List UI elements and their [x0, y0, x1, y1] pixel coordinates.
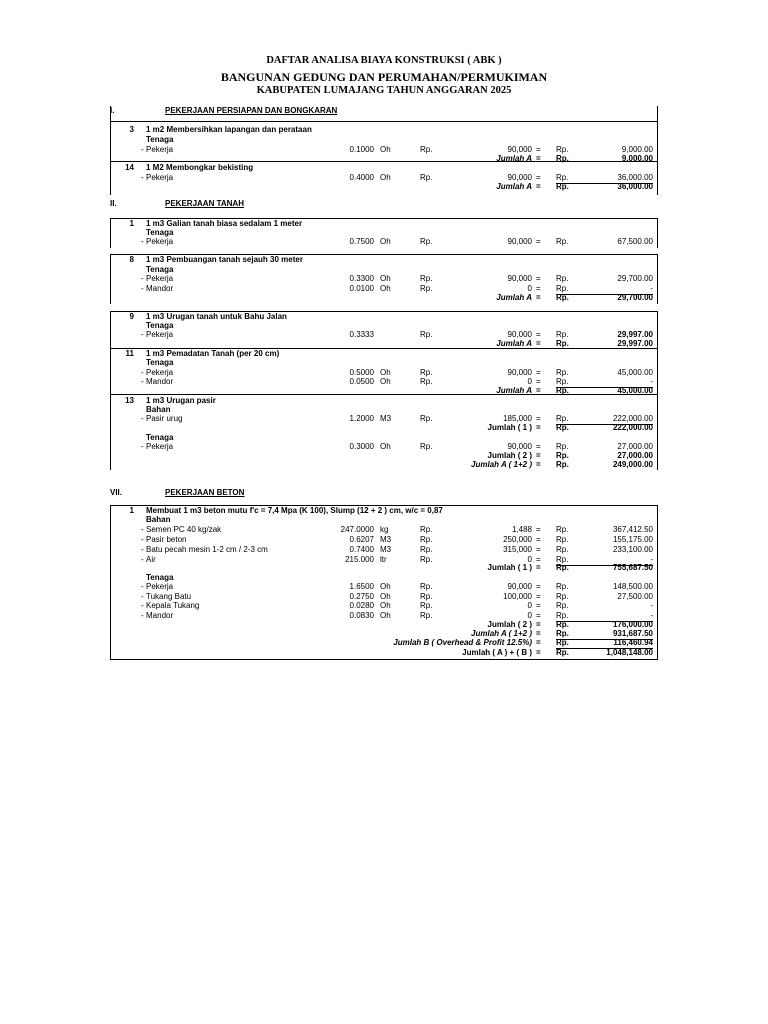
- row-dash: -: [141, 582, 144, 591]
- row-currency: Rp.: [420, 377, 433, 386]
- row-unit: M3: [380, 535, 392, 544]
- table-border: [657, 505, 658, 660]
- row-coefficient: 1.6500: [349, 582, 374, 591]
- sum-value: 249,000.00: [612, 460, 653, 469]
- row-currency: Rp.: [420, 582, 433, 591]
- sum-equals: =: [536, 182, 541, 191]
- item-number: 3: [129, 125, 134, 134]
- sum-label: Jumlah ( 2 ): [487, 451, 532, 460]
- row-equals: =: [536, 414, 541, 423]
- sum-label: Jumlah B ( Overhead & Profit 12.5%): [393, 638, 532, 647]
- row-total: 29,700.00: [617, 274, 653, 283]
- sum-value: 222,000.00: [612, 423, 653, 432]
- row-description: Pekerja: [146, 237, 174, 246]
- row-currency: Rp.: [420, 601, 433, 610]
- row-equals: =: [536, 173, 541, 182]
- row-currency: Rp.: [420, 368, 433, 377]
- row-unit: Oh: [380, 173, 391, 182]
- row-coefficient: 0.1000: [349, 145, 374, 154]
- row-description: Pekerja: [146, 145, 174, 154]
- row-total: 222,000.00: [556, 414, 653, 425]
- row-coefficient: 0.0500: [349, 377, 374, 386]
- row-unit: Oh: [380, 284, 391, 293]
- table-border: [110, 106, 111, 195]
- row-coefficient: 0.0100: [349, 284, 374, 293]
- table-border: [657, 106, 658, 195]
- row-equals: =: [536, 592, 541, 601]
- row-total: -: [556, 555, 653, 566]
- row-equals: =: [536, 145, 541, 154]
- row-unit-price: 185,000: [503, 414, 532, 423]
- row-currency: Rp.: [556, 555, 569, 564]
- row-dash: -: [141, 377, 144, 386]
- row-dash: -: [141, 274, 144, 283]
- row-total: -: [650, 601, 653, 610]
- row-equals: =: [536, 274, 541, 283]
- sum-equals: =: [536, 293, 541, 302]
- row-currency: Rp.: [556, 330, 569, 339]
- sum-currency: Rp.: [556, 648, 569, 657]
- row-unit: Oh: [380, 592, 391, 601]
- row-dash: -: [141, 601, 144, 610]
- row-equals: =: [536, 237, 541, 246]
- row-unit-price: 90,000: [507, 145, 532, 154]
- item-number: 11: [125, 349, 134, 358]
- row-coefficient: 0.3300: [349, 274, 374, 283]
- row-coefficient: 0.3333: [349, 330, 374, 339]
- row-total: 367,412.50: [612, 525, 653, 534]
- sum-currency: Rp.: [556, 386, 569, 395]
- sum-value: 27,000.00: [617, 451, 653, 460]
- group-label: Tenaga: [146, 228, 174, 237]
- row-currency: Rp.: [556, 173, 569, 182]
- item-title: 1 m3 Pembuangan tanah sejauh 30 meter: [146, 255, 303, 264]
- sum-label: Jumlah A: [496, 339, 532, 348]
- table-border: [657, 311, 658, 470]
- row-coefficient: 0.0830: [349, 611, 374, 620]
- row-total: 29,997.00: [617, 330, 653, 339]
- row-total: 27,000.00: [617, 442, 653, 451]
- row-unit: kg: [380, 525, 389, 534]
- row-equals: =: [536, 582, 541, 591]
- row-dash: -: [141, 330, 144, 339]
- row-total: 45,000.00: [617, 368, 653, 377]
- row-description: Semen PC 40 kg/zak: [146, 525, 222, 534]
- row-dash: -: [141, 237, 144, 246]
- sum-equals: =: [536, 629, 541, 638]
- row-dash: -: [141, 525, 144, 534]
- row-unit: Oh: [380, 377, 391, 386]
- row-currency: Rp.: [556, 442, 569, 451]
- sum-label: Jumlah ( A ) + ( B ): [462, 648, 532, 657]
- row-coefficient: 0.4000: [349, 173, 374, 182]
- row-total: -: [556, 284, 653, 295]
- sum-equals: =: [536, 460, 541, 469]
- row-unit-price: 90,000: [507, 173, 532, 182]
- row-equals: =: [536, 368, 541, 377]
- row-coefficient: 247.0000: [340, 525, 374, 534]
- row-currency: Rp.: [556, 145, 569, 154]
- row-equals: =: [536, 601, 541, 610]
- row-unit-price: 0: [527, 555, 532, 564]
- row-unit-price: 0: [527, 611, 532, 620]
- table-rule: [110, 394, 657, 395]
- row-total: -: [556, 377, 653, 388]
- item-title: 1 m3 Pemadatan Tanah (per 20 cm): [146, 349, 280, 358]
- row-unit: Oh: [380, 145, 391, 154]
- table-border: [110, 505, 111, 660]
- row-coefficient: 0.6207: [349, 535, 374, 544]
- row-total: 148,500.00: [612, 582, 653, 591]
- row-currency: Rp.: [556, 525, 569, 534]
- sum-currency: Rp.: [556, 638, 569, 647]
- row-total: 233,100.00: [612, 545, 653, 554]
- row-description: Mandor: [146, 611, 174, 620]
- row-dash: -: [141, 442, 144, 451]
- section-title: PEKERJAAN TANAH: [165, 199, 244, 208]
- section-number: VII.: [110, 488, 123, 497]
- table-border: [657, 218, 658, 248]
- sum-currency: Rp.: [556, 154, 569, 163]
- row-currency: Rp.: [556, 535, 569, 544]
- row-currency: Rp.: [556, 592, 569, 601]
- row-unit-price: 100,000: [503, 592, 532, 601]
- row-coefficient: 0.0280: [349, 601, 374, 610]
- row-equals: =: [536, 330, 541, 339]
- sum-currency: Rp.: [556, 460, 569, 469]
- item-title: 1 m3 Urugan pasir: [146, 396, 216, 405]
- item-number: 9: [129, 312, 134, 321]
- row-unit-price: 90,000: [507, 582, 532, 591]
- group-label: Tenaga: [146, 135, 174, 144]
- item-title: 1 M2 Membongkar bekisting: [146, 163, 254, 172]
- row-description: Pekerja: [146, 582, 174, 591]
- row-description: Pasir beton: [146, 535, 187, 544]
- section-number: I.: [110, 106, 115, 115]
- row-unit: Oh: [380, 442, 391, 451]
- sum-value: 36,000.00: [617, 182, 653, 191]
- row-total: 36,000.00: [556, 173, 653, 184]
- sum-equals: =: [536, 451, 541, 460]
- row-coefficient: 0.5000: [349, 368, 374, 377]
- row-currency: Rp.: [420, 414, 433, 423]
- sum-currency: Rp.: [556, 182, 569, 191]
- item-title: 1 m3 Galian tanah biasa sedalam 1 meter: [146, 219, 303, 228]
- row-currency: Rp.: [420, 535, 433, 544]
- row-coefficient: 1.2000: [349, 414, 374, 423]
- item-number: 14: [125, 163, 134, 172]
- row-equals: =: [536, 284, 541, 293]
- row-unit-price: 90,000: [507, 330, 532, 339]
- row-description: Kepala Tukang: [146, 601, 200, 610]
- row-currency: Rp.: [556, 414, 569, 423]
- item-number: 1: [129, 506, 134, 515]
- sum-currency: Rp.: [556, 629, 569, 638]
- sum-equals: =: [536, 154, 541, 163]
- row-unit-price: 1,488: [511, 525, 532, 534]
- item-title: 1 m3 Urugan tanah untuk Bahu Jalan: [146, 312, 287, 321]
- section-title: PEKERJAAN BETON: [165, 488, 245, 497]
- row-description: Pekerja: [146, 173, 174, 182]
- sum-label: Jumlah A ( 1+2 ): [471, 460, 532, 469]
- row-equals: =: [536, 611, 541, 620]
- row-description: Mandor: [146, 284, 174, 293]
- row-currency: Rp.: [420, 330, 433, 339]
- row-equals: =: [536, 442, 541, 451]
- row-currency: Rp.: [420, 274, 433, 283]
- row-description: Pekerja: [146, 442, 174, 451]
- sum-label: Jumlah ( 2 ): [487, 620, 532, 629]
- row-dash: -: [141, 555, 144, 564]
- table-border: [110, 254, 111, 304]
- row-unit: Oh: [380, 611, 391, 620]
- row-description: Pekerja: [146, 330, 174, 339]
- group-label: Tenaga: [146, 433, 174, 442]
- row-unit: Oh: [380, 237, 391, 246]
- sum-value: 1,048,148.00: [606, 648, 653, 657]
- row-description: Pekerja: [146, 368, 174, 377]
- sum-label: Jumlah A: [496, 386, 532, 395]
- sum-equals: =: [536, 339, 541, 348]
- row-unit: Oh: [380, 601, 391, 610]
- row-equals: =: [536, 555, 541, 564]
- sum-currency: Rp.: [556, 451, 569, 460]
- row-unit: ltr: [380, 555, 387, 564]
- table-border: [110, 311, 111, 470]
- row-currency: Rp.: [556, 545, 569, 554]
- doc-subtitle: BANGUNAN GEDUNG DAN PERUMAHAN/PERMUKIMAN: [220, 70, 548, 84]
- row-unit: Oh: [380, 274, 391, 283]
- row-coefficient: 0.7500: [349, 237, 374, 246]
- row-currency: Rp.: [420, 555, 433, 564]
- sum-label: Jumlah ( 1 ): [487, 563, 532, 572]
- row-currency: Rp.: [556, 582, 569, 591]
- row-description: Air: [146, 555, 156, 564]
- row-description: Batu pecah mesin 1-2 cm / 2-3 cm: [146, 545, 268, 554]
- sum-currency: Rp.: [556, 563, 569, 572]
- row-currency: Rp.: [420, 611, 433, 620]
- row-dash: -: [141, 145, 144, 154]
- row-description: Pekerja: [146, 274, 174, 283]
- row-equals: =: [536, 535, 541, 544]
- row-dash: -: [141, 535, 144, 544]
- group-label: Tenaga: [146, 573, 174, 582]
- sum-label: Jumlah ( 1 ): [487, 423, 532, 432]
- group-label: Tenaga: [146, 321, 174, 330]
- row-dash: -: [141, 368, 144, 377]
- row-description: Mandor: [146, 377, 174, 386]
- sum-value: 931,687.50: [556, 629, 653, 640]
- sum-equals: =: [536, 386, 541, 395]
- item-number: 1: [129, 219, 134, 228]
- sum-label: Jumlah A: [496, 154, 532, 163]
- row-unit-price: 0: [527, 601, 532, 610]
- row-equals: =: [536, 525, 541, 534]
- sum-equals: =: [536, 620, 541, 629]
- sum-value: 9,000.00: [621, 154, 653, 163]
- row-unit: Oh: [380, 368, 391, 377]
- row-equals: =: [536, 545, 541, 554]
- row-dash: -: [141, 414, 144, 423]
- sum-label: Jumlah A ( 1+2 ): [471, 629, 532, 638]
- row-unit-price: 315,000: [503, 545, 532, 554]
- row-coefficient: 215.000: [345, 555, 374, 564]
- sum-value: 755,687.50: [612, 563, 653, 572]
- item-number: 13: [125, 396, 134, 405]
- row-dash: -: [141, 545, 144, 554]
- row-coefficient: 0.3000: [349, 442, 374, 451]
- row-currency: Rp.: [420, 145, 433, 154]
- row-unit-price: 250,000: [503, 535, 532, 544]
- row-unit-price: 90,000: [507, 274, 532, 283]
- sum-equals: =: [536, 563, 541, 572]
- row-currency: Rp.: [420, 442, 433, 451]
- row-unit-price: 90,000: [507, 442, 532, 451]
- sum-value: 176,000.00: [612, 620, 653, 629]
- item-number: 8: [129, 255, 134, 264]
- row-currency: Rp.: [420, 545, 433, 554]
- item-title: Membuat 1 m3 beton mutu f'c = 7,4 Mpa (K 100), Slump (12 + 2 ) cm, w/c = 0,87: [146, 506, 443, 515]
- row-unit-price: 0: [527, 284, 532, 293]
- table-rule: [110, 121, 657, 122]
- sum-currency: Rp.: [556, 620, 569, 629]
- row-unit: M3: [380, 414, 392, 423]
- row-description: Tukang Batu: [146, 592, 192, 601]
- row-currency: Rp.: [420, 284, 433, 293]
- group-label: Bahan: [146, 515, 171, 524]
- row-currency: Rp.: [420, 237, 433, 246]
- doc-region-year: KABUPATEN LUMAJANG TAHUN ANGGARAN 2025: [256, 85, 512, 96]
- row-currency: Rp.: [420, 525, 433, 534]
- sum-label: Jumlah A: [496, 293, 532, 302]
- row-currency: Rp.: [420, 173, 433, 182]
- group-label: Tenaga: [146, 358, 174, 367]
- sum-equals: =: [536, 638, 541, 647]
- row-coefficient: 0.2750: [349, 592, 374, 601]
- section-number: II.: [110, 199, 117, 208]
- sum-value: 29,997.00: [617, 339, 653, 348]
- row-unit-price: 90,000: [507, 368, 532, 377]
- table-rule: [110, 659, 657, 660]
- sum-currency: Rp.: [556, 293, 569, 302]
- row-total: 155,175.00: [612, 535, 653, 544]
- row-total: 27,500.00: [617, 592, 653, 601]
- row-total: 67,500.00: [617, 237, 653, 246]
- row-description: Pasir urug: [146, 414, 183, 423]
- sum-label: Jumlah A: [496, 182, 532, 191]
- sum-value: 116,460.94: [556, 638, 653, 649]
- row-currency: Rp.: [556, 368, 569, 377]
- sum-value: 45,000.00: [617, 386, 653, 395]
- row-dash: -: [141, 284, 144, 293]
- table-border: [110, 218, 111, 248]
- row-currency: Rp.: [556, 237, 569, 246]
- row-currency: Rp.: [420, 592, 433, 601]
- table-border: [657, 254, 658, 304]
- group-label: Bahan: [146, 405, 171, 414]
- row-currency: Rp.: [556, 601, 569, 610]
- row-dash: -: [141, 611, 144, 620]
- sum-currency: Rp.: [556, 339, 569, 348]
- row-total: -: [556, 611, 653, 622]
- row-currency: Rp.: [556, 284, 569, 293]
- row-currency: Rp.: [556, 611, 569, 620]
- row-total: 9,000.00: [621, 145, 653, 154]
- group-label: Tenaga: [146, 265, 174, 274]
- row-currency: Rp.: [556, 274, 569, 283]
- sum-equals: =: [536, 423, 541, 432]
- item-title: 1 m2 Membersihkan lapangan dan perataan: [146, 125, 312, 134]
- sum-equals: =: [536, 648, 541, 657]
- section-title: PEKERJAAN PERSIAPAN DAN BONGKARAN: [165, 106, 338, 115]
- sum-value: 29,700.00: [617, 293, 653, 302]
- row-unit-price: 90,000: [507, 237, 532, 246]
- row-unit-price: 0: [527, 377, 532, 386]
- row-unit: Oh: [380, 582, 391, 591]
- doc-title: DAFTAR ANALISA BIAYA KONSTRUKSI ( ABK ): [266, 55, 502, 66]
- row-equals: =: [536, 377, 541, 386]
- table-rule: [110, 161, 657, 162]
- sum-currency: Rp.: [556, 423, 569, 432]
- row-unit: M3: [380, 545, 392, 554]
- row-currency: Rp.: [556, 377, 569, 386]
- row-dash: -: [141, 173, 144, 182]
- row-coefficient: 0.7400: [349, 545, 374, 554]
- row-dash: -: [141, 592, 144, 601]
